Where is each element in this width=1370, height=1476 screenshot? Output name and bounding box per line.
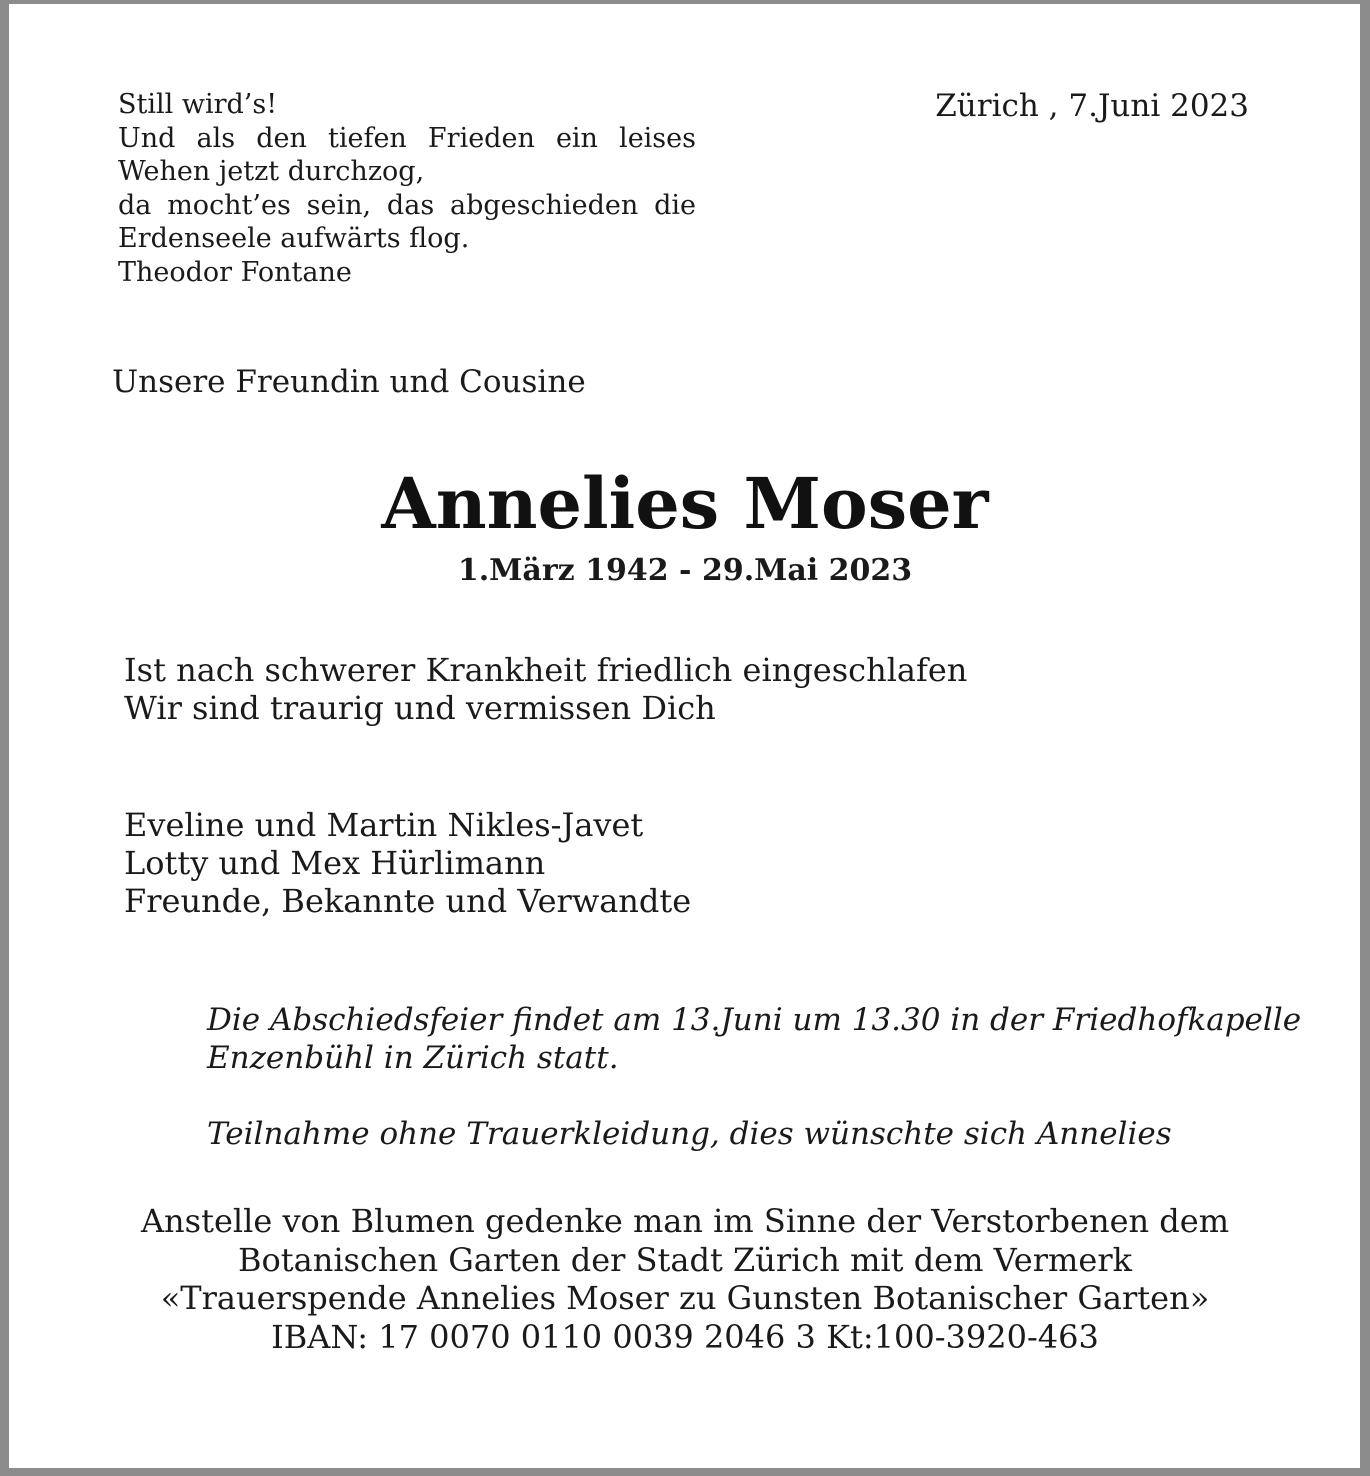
life-dates: 1.März 1942 - 29.Mai 2023 xyxy=(457,553,913,588)
poem-line: da mocht’es sein, das abgeschieden die xyxy=(118,189,696,221)
donation-line: Anstelle von Blumen gedenke man im Sinne der Verstorbenen dem xyxy=(140,1202,1230,1240)
mourner-entry: Eveline und Martin Nikles-Javet xyxy=(124,806,644,844)
ceremony-line: Enzenbühl in Zürich statt. xyxy=(207,1040,619,1076)
place-date: Zürich , 7.Juni 2023 xyxy=(935,88,1249,124)
poem-line: Still wird’s! xyxy=(118,89,278,120)
intro-text: Unsere Freundin und Cousine xyxy=(112,364,586,400)
mourner-entry: Lotty und Mex Hürlimann xyxy=(124,844,546,882)
bank-details: IBAN: 17 0070 0110 0039 2046 3 Kt:100-3920-463 xyxy=(271,1317,1099,1356)
poem xyxy=(118,88,696,290)
mourners-list xyxy=(124,806,691,920)
poem-line: Wehen jetzt durchzog, xyxy=(118,156,425,188)
ceremony-line: Die Abschiedsfeier findet am 13.Juni um 13.30 in der Friedhofkapelle xyxy=(207,1002,1302,1038)
ceremony-info xyxy=(207,1001,1301,1153)
message-line: Ist nach schwerer Krankheit friedlich eingeschlafen xyxy=(124,651,968,689)
donation-info xyxy=(0,1202,1370,1356)
deceased-name: Annelies Moser xyxy=(381,462,989,545)
farewell-message xyxy=(124,651,967,727)
donation-line: «Trauerspende Annelies Moser zu Gunsten Botanischer Garten» xyxy=(160,1279,1210,1317)
poem-line: Und als den tiefen Frieden ein leises xyxy=(118,122,696,154)
message-line: Wir sind traurig und vermissen Dich xyxy=(124,689,716,727)
poem-line: Erdenseele aufwärts flog. xyxy=(118,223,470,255)
attire-note: Teilnahme ohne Trauerkleidung, dies wünschte sich Annelies xyxy=(207,1116,1172,1152)
mourner-entry: Freunde, Bekannte und Verwandte xyxy=(124,882,692,920)
poem-author: Theodor Fontane xyxy=(118,256,352,288)
donation-line: Botanischen Garten der Stadt Zürich mit dem Vermerk xyxy=(237,1240,1132,1279)
